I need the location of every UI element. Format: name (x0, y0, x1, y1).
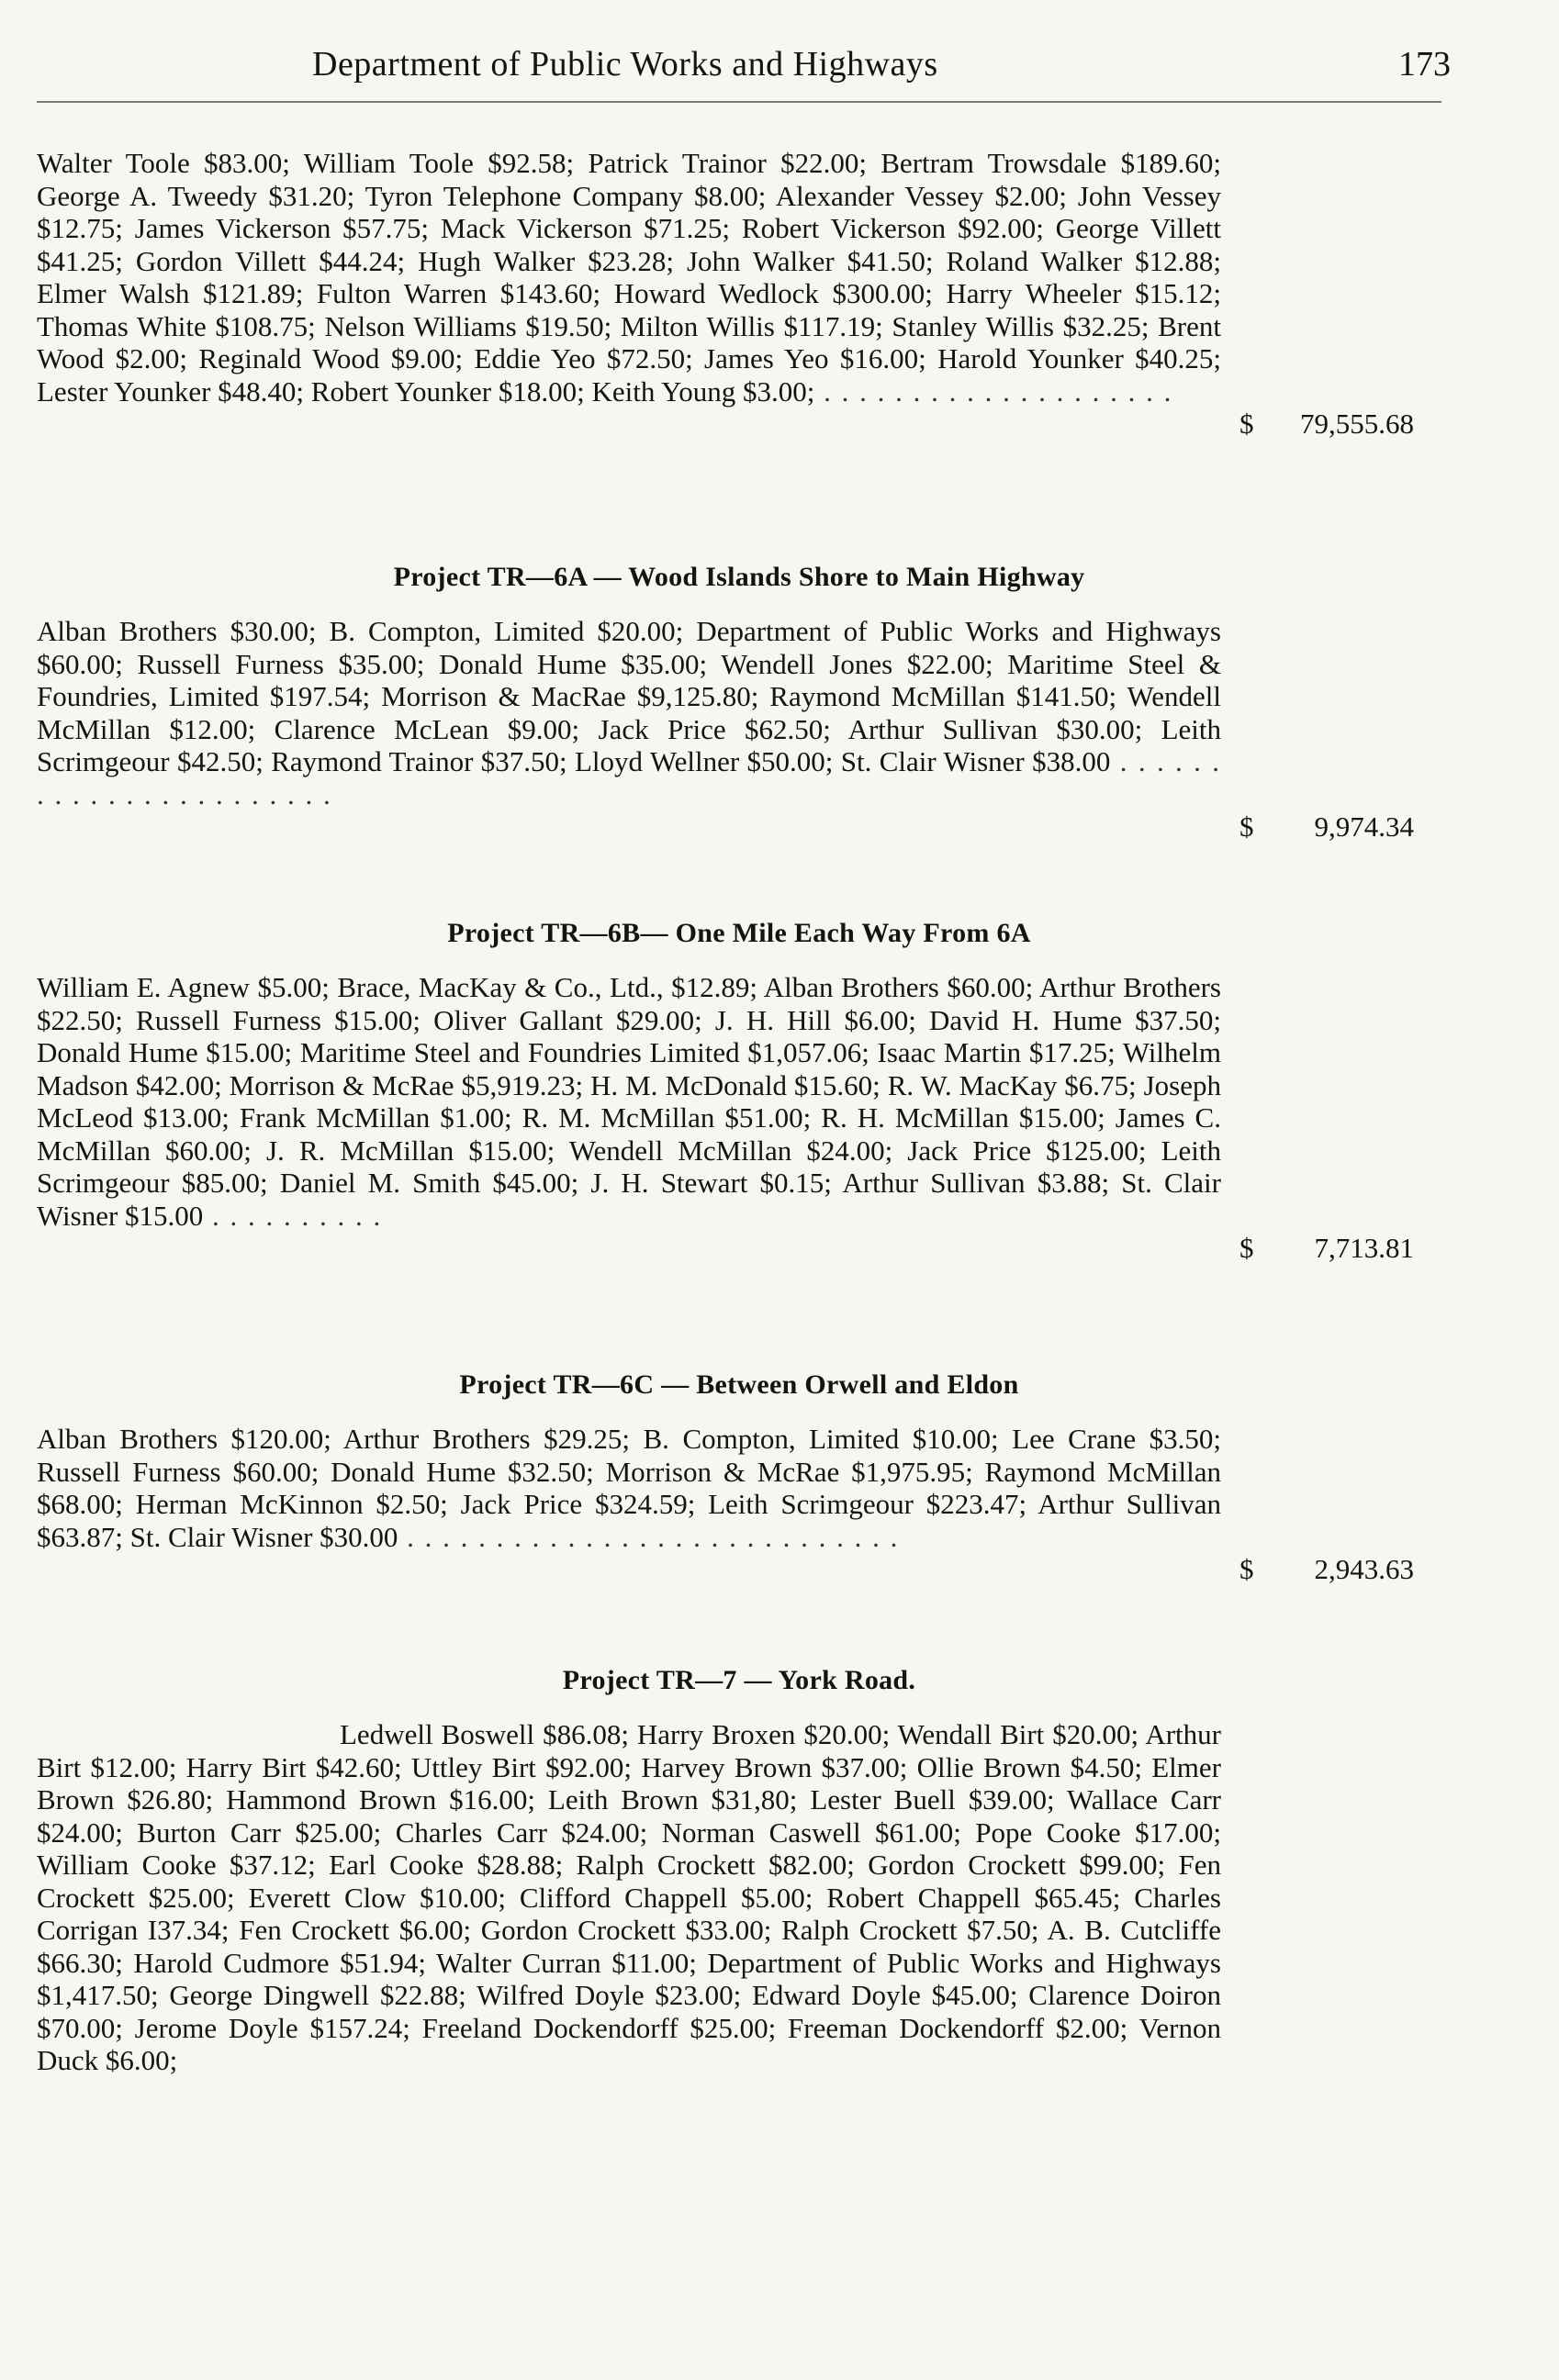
running-head-title: Department of Public Works and Highways (312, 45, 938, 84)
section-project-tr-6c (37, 1369, 1441, 1585)
section-continuation (37, 147, 1441, 440)
section-heading: Project TR—6A — Wood Islands Shore to Main Highway (393, 562, 1085, 592)
section-heading: Project TR—7 — York Road. (562, 1665, 916, 1695)
paragraph-continuation (37, 147, 1221, 408)
dollar-sign: $ (1239, 1232, 1254, 1264)
paragraph-payees (37, 615, 1221, 810)
paragraph-payees (37, 1423, 1221, 1553)
section-heading: Project TR—6B— One Mile Each Way From 6A (447, 918, 1031, 948)
dollar-sign: $ (1239, 1553, 1254, 1585)
page-header (312, 44, 1451, 99)
total-amount: 9,974.34 (1314, 810, 1414, 843)
total-amount: 79,555.68 (1300, 408, 1414, 440)
section-project-tr-7 (37, 1665, 1441, 2077)
page-number: 173 (1398, 45, 1451, 84)
section-project-tr-6b (37, 918, 1441, 1264)
header-rule (37, 101, 1441, 103)
dollar-sign: $ (1239, 408, 1254, 440)
section-project-tr-6a (37, 562, 1441, 843)
dot-leader: . . . . . . . . . . (203, 1199, 383, 1232)
payee-list: Walter Toole $83.00; William Toole $92.58; Patrick Trainor $22.00; Bertram Trowsdale $189.60; George A. Tweedy $31.20; Tyron Telephone Company $8.00; Alexander Vessey $2.00; John Vessey $12.75; James Vickerson $57.75; Mack Vickerson $71.25; Robert Vickerson $92.00; George Villett $41.25; Gordon Villett $44.24; Hugh Walker $23.28; John Walker $41.50; Roland Walker $12.88; Elmer Walsh $121.89; Fulton Warren $143.60; Howard Wedlock $300.00; Harry Wheeler $15.12; Thomas White $108.75; Nelson Williams $19.50; Milton Willis $117.19; Stanley Willis $32.25; Brent Wood $2.00; Reginald Wood $9.00; Eddie Yeo $72.50; James Yeo $16.00; Harold Younker $40.25; Lester Younker $48.40; Robert Younker $18.00; Keith Young $3.00; (37, 147, 1221, 408)
payee-list: William E. Agnew $5.00; Brace, MacKay & Co., Ltd., $12.89; Alban Brothers $60.00; Arthur Brothers $22.50; Russell Furness $15.00; Oliver Gallant $29.00; J. H. Hill $6.00; David H. Hume $37.50; Donald Hume $15.00; Maritime Steel and Foundries Limited $1,057.06; Isaac Martin $17.25; Wilhelm Madson $42.00; Morrison & McRae $5,919.23; H. M. McDonald $15.60; R. W. MacKay $6.75; Joseph McLeod $13.00; Frank McMillan $1.00; R. M. McMillan $51.00; R. H. McMillan $15.00; James C. McMillan $60.00; J. R. McMillan $15.00; Wendell McMillan $24.00; Jack Price $125.00; Leith Scrimgeour $85.00; Daniel M. Smith $45.00; J. H. Stewart $0.15; Arthur Sullivan $3.88; St. Clair Wisner $15.00 (37, 971, 1221, 1232)
section-heading: Project TR—6C — Between Orwell and Eldon (459, 1369, 1019, 1400)
payee-list: Alban Brothers $120.00; Arthur Brothers $29.25; B. Compton, Limited $10.00; Lee Crane $3.50; Russell Furness $60.00; Donald Hume $32.50; Morrison & McRae $1,975.95; Raymond McMillan $68.00; Herman McKinnon $2.50; Jack Price $324.59; Leith Scrimgeour $223.47; Arthur Sullivan $63.87; St. Clair Wisner $30.00 (37, 1423, 1221, 1553)
dot-leader: . . . . . . . . . . . . . . . . . . . . (814, 374, 1173, 408)
dot-leader: . . . . . . . . . . . . . . . . . . . . . . . (37, 745, 1222, 810)
dollar-sign: $ (1239, 810, 1254, 843)
paragraph-payees (37, 971, 1221, 1232)
total-amount: 7,713.81 (1314, 1232, 1414, 1264)
dot-leader: . . . . . . . . . . . . . . . . . . . . . . . . . . . . (398, 1520, 900, 1553)
payee-list: Alban Brothers $30.00; B. Compton, Limited $20.00; Department of Public Works and Highways $60.00; Russell Furness $35.00; Donald Hume $35.00; Wendell Jones $22.00; Maritime Steel & Foundries, Limited $197.54; Morrison & MacRae $9,125.80; Raymond McMillan $141.50; Wendell McMillan $12.00; Clarence McLean $9.00; Jack Price $62.50; Arthur Sullivan $30.00; Leith Scrimgeour $42.50; Raymond Trainor $37.50; Lloyd Wellner $50.00; St. Clair Wisner $38.00 (37, 615, 1221, 777)
paragraph-payees: Ledwell Boswell $86.08; Harry Broxen $20.00; Wendall Birt $20.00; Arthur Birt $12.00; Harry Birt $42.60; Uttley Birt $92.00; Harvey Brown $37.00; Ollie Brown $4.50; Elmer Brown $26.80; Hammond Brown $16.00; Leith Brown $31,80; Lester Buell $39.00; Wallace Carr $24.00; Burton Carr $25.00; Charles Carr $24.00; Norman Caswell $61.00; Pope Cooke $17.00; William Cooke $37.12; Earl Cooke $28.88; Ralph Crockett $82.00; Gordon Crockett $99.00; Fen Crockett $25.00; Everett Clow $10.00; Clifford Chappell $5.00; Robert Chappell $65.45; Charles Corrigan I37.34; Fen Crockett $6.00; Gordon Crockett $33.00; Ralph Crockett $7.50; A. B. Cutcliffe $66.30; Harold Cudmore $51.94; Walter Curran $11.00; Department of Public Works and Highways $1,417.50; George Dingwell $22.88; Wilfred Doyle $23.00; Edward Doyle $45.00; Clarence Doiron $70.00; Jerome Doyle $157.24; Freeland Dockendorff $25.00; Freeman Dockendorff $2.00; Vernon Duck $6.00; (37, 1718, 1221, 2076)
total-amount: 2,943.63 (1314, 1553, 1414, 1585)
